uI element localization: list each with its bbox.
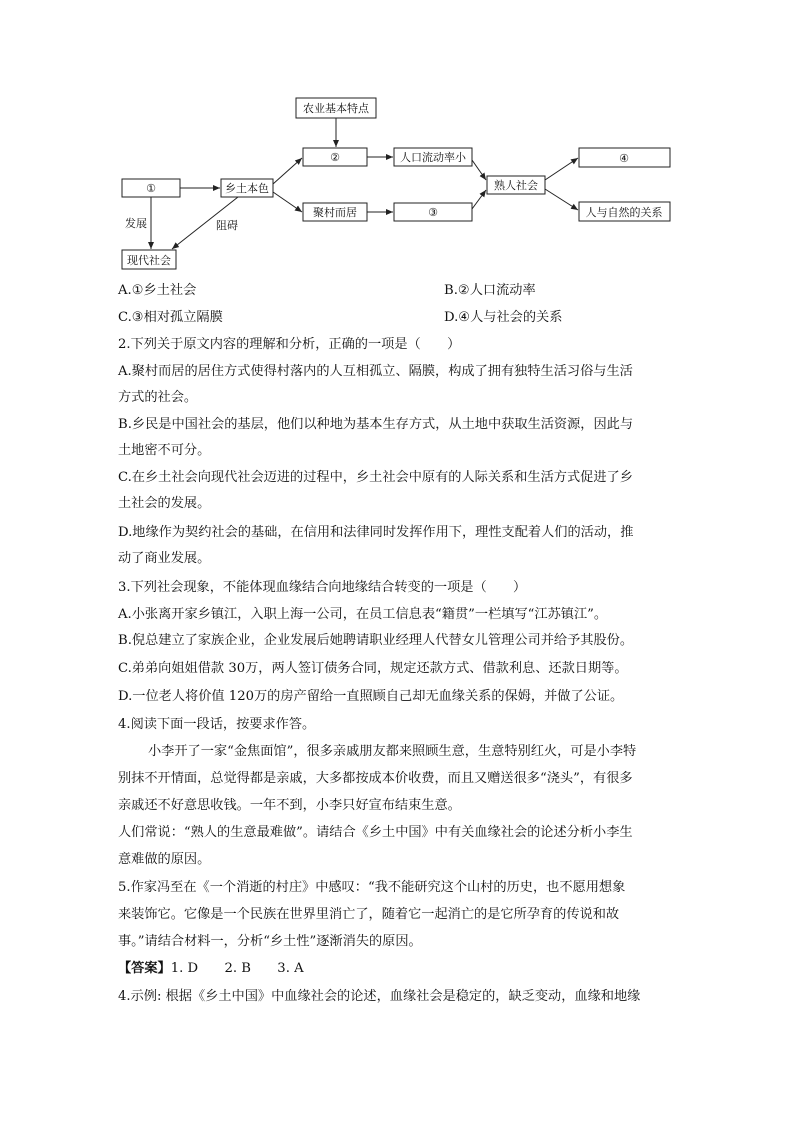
box-node-1 (122, 179, 180, 197)
q4-stem: 4.阅读下面一段话，按要求作答。 (118, 717, 316, 732)
q1-option-c: C.③相对孤立隔膜 (118, 310, 223, 325)
answer-q4: 4.示例: 根据《乡土中国》中血缘社会的论述，血缘社会是稳定的，缺乏变动，血缘和地缘 (118, 989, 641, 1004)
svg-text:聚村而居: 聚村而居 (313, 206, 357, 219)
q3-stem: 3.下列社会现象，不能体现血缘结合向地缘结合转变的一项是（ ） (118, 580, 527, 595)
arrow-mobility-to-acq (472, 160, 486, 180)
q5-line1: 5.作家冯至在《一个消逝的村庄》中感叹：“我不能研究这个山村的历史，也不愿用想象 (118, 880, 626, 895)
svg-text:④: ④ (619, 152, 629, 165)
box-node-3 (394, 203, 472, 221)
box-node-4 (579, 148, 670, 167)
q2-option-a-line1: A.聚村而居的居住方式使得村落内的人互相孤立、隔膜，构成了拥有独特生活习俗与生活 (118, 364, 633, 379)
answer-line (118, 960, 304, 978)
box-agri-features (296, 98, 376, 118)
q1-option-b: B.②人口流动率 (444, 283, 536, 298)
arrow-3-to-acq (472, 190, 486, 209)
q2-stem: 2.下列关于原文内容的理解和分析，正确的一项是（ ） (118, 337, 461, 352)
q2-option-d-line2: 动了商业发展。 (118, 551, 211, 566)
svg-text:乡土本色: 乡土本色 (225, 182, 269, 195)
q2-option-c-line1: C.在乡土社会向现代社会迈进的过程中，乡土社会中原有的人际关系和生活方式促进了乡 (118, 470, 633, 485)
arrow-acq-to-human (545, 189, 578, 210)
q4-passage-line2: 别抹不开情面，总觉得都是亲戚，大多都按成本价收费，而且又赠送很多“浇头”，有很多 (118, 771, 633, 786)
q3-option-a: A.小张离开家乡镇江，入职上海一公司，在员工信息表“籍贯”一栏填写“江苏镇江”。 (118, 607, 608, 622)
svg-text:①: ① (146, 182, 156, 195)
q2-option-a-line2: 方式的社会。 (118, 390, 198, 405)
q5-line3: 事。”请结合材料一，分析“乡土性”逐渐消失的原因。 (118, 934, 422, 949)
q1-option-a: A.①乡土社会 (118, 283, 197, 298)
box-node-2 (303, 148, 367, 166)
label-develop: 发展 (125, 217, 147, 230)
arrow-acq-to-4 (545, 158, 578, 180)
answer-values: 1. D 2. B 3. A (170, 961, 304, 976)
label-hinder: 阻碍 (216, 219, 238, 232)
q2-option-b-line1: B.乡民是中国社会的基层，他们以种地为基本生存方式，从土地中获取生活资源，因此与 (118, 417, 634, 432)
arrow-rural-to-village (273, 192, 302, 212)
concept-diagram (110, 92, 680, 274)
q5-line2: 来装饰它。它像是一个民族在世界里消亡了，随着它一起消亡的是它所孕育的传说和故 (118, 907, 620, 922)
q3-option-b: B.倪总建立了家族企业，企业发展后她聘请职业经理人代替女儿管理公司并给予其股份。 (118, 633, 634, 648)
q2-option-b-line2: 土地密不可分。 (118, 443, 211, 458)
box-village-living (303, 203, 367, 221)
q4-prompt-line1: 人们常说：“熟人的生意最难做”。请结合《乡土中国》中有关血缘社会的论述分析小李生 (118, 825, 633, 840)
box-modern-society (122, 250, 176, 269)
answer-label: 【答案】 (118, 961, 171, 976)
q4-passage-line3: 亲戚还不好意思收钱。一年不到，小李只好宣布结束生意。 (118, 798, 461, 813)
svg-text:②: ② (330, 151, 340, 164)
svg-text:农业基本特点: 农业基本特点 (303, 102, 369, 115)
q2-option-d-line1: D.地缘作为契约社会的基础，在信用和法律同时发挥作用下，理性支配着人们的活动，推 (118, 525, 634, 540)
q3-option-c: C.弟弟向姐姐借款 30万，两人签订债务合同，规定还款方式、借款利息、还款日期等。 (118, 661, 628, 676)
q1-option-d: D.④人与社会的关系 (444, 310, 563, 325)
q4-passage-line1: 小李开了一家“金焦面馆”，很多亲戚朋友都来照顾生意，生意特别红火，可是小李特 (148, 744, 637, 759)
svg-text:人口流动率小: 人口流动率小 (400, 151, 466, 164)
arrow-rural-to-2 (273, 158, 302, 184)
svg-text:熟人社会: 熟人社会 (494, 179, 538, 192)
q3-option-d: D.一位老人将价值 120万的房产留给一直照顾自己却无血缘关系的保姆，并做了公证。 (118, 689, 624, 704)
svg-text:现代社会: 现代社会 (127, 254, 171, 267)
svg-text:③: ③ (428, 206, 438, 219)
box-human-nature (579, 202, 670, 221)
box-low-mobility (394, 148, 472, 166)
svg-text:人与自然的关系: 人与自然的关系 (585, 206, 663, 219)
q2-option-c-line2: 土社会的发展。 (118, 496, 211, 511)
box-rural-nature (221, 179, 273, 197)
box-acquaintance-society (487, 176, 545, 194)
q4-prompt-line2: 意难做的原因。 (118, 852, 211, 867)
